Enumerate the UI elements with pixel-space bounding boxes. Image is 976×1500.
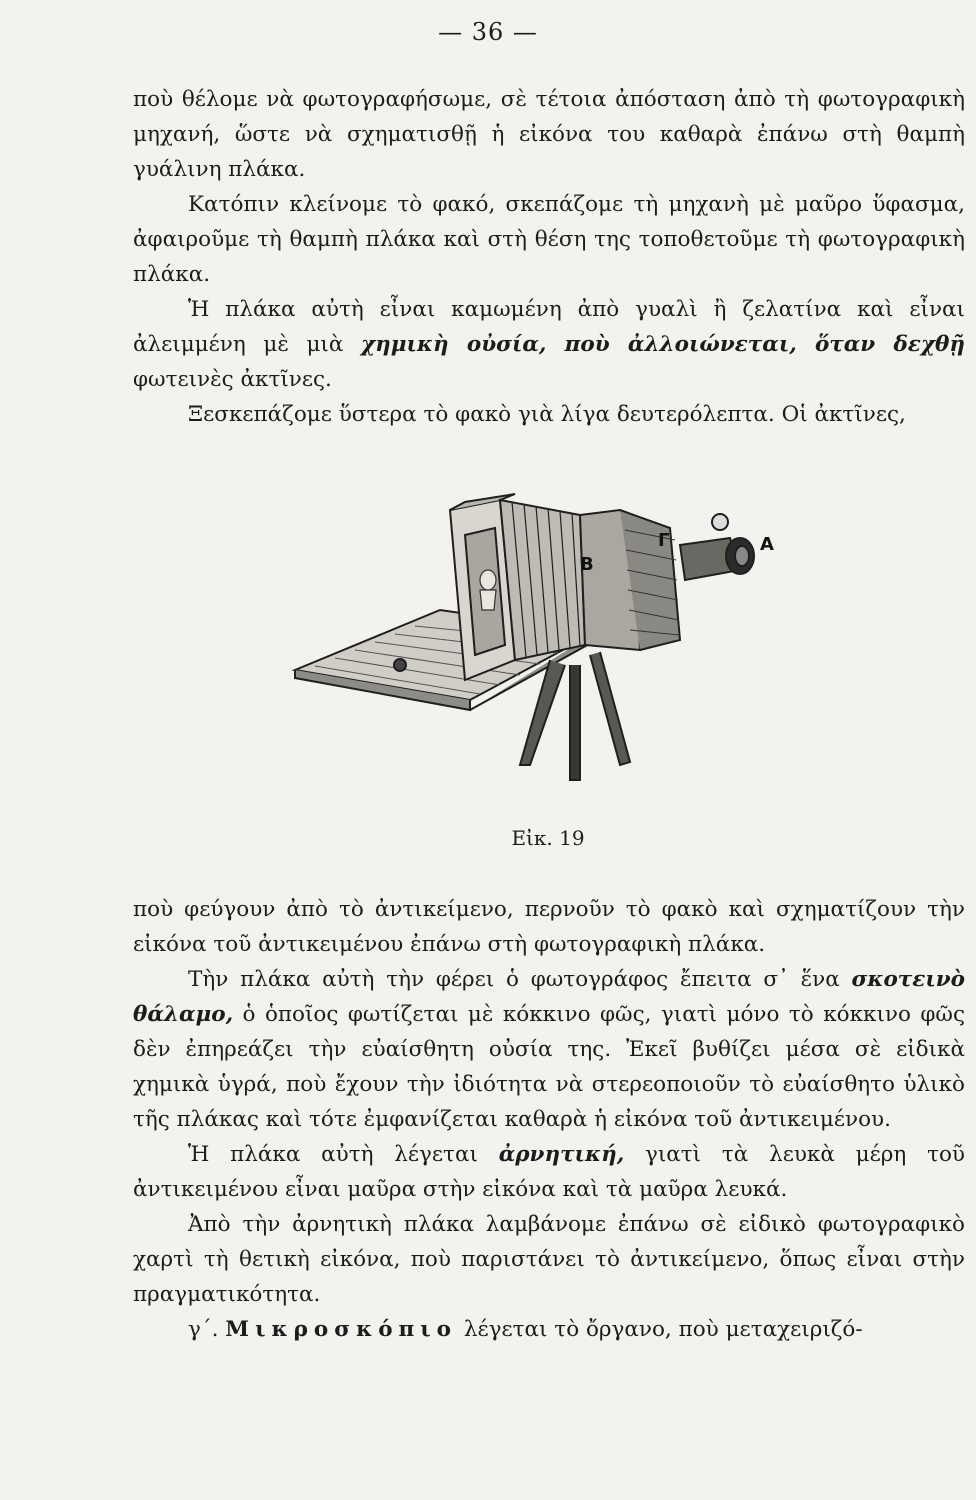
page-number: — 36 —	[438, 18, 538, 46]
paragraph: Κατόπιν κλείνομε τὸ φακό, σκεπάζομε τὴ μηχανὴ μὲ μαῦρο ὕφασμα, ἀφαιροῦμε τὴ θαμπὴ πλάκα καὶ στὴ θέση της τοποθετοῦμε τὴ φωτογραφικὴ πλάκα.	[133, 192, 965, 287]
emphasized-term: σκοτεινὸ θάλαμο,	[133, 967, 965, 1027]
paragraph: ποὺ φεύγουν ἀπὸ τὸ ἀντικείμενο, περνοῦν τὸ φακὸ καὶ σχηματίζουν τὴν εἰκόνα τοῦ ἀντικειμένου ἐπάνω στὴ φωτογραφικὴ πλάκα.	[133, 897, 965, 957]
text-block-top	[133, 82, 965, 432]
paragraph-text: ὁ ὁποῖος φωτίζεται μὲ κόκκινο φῶς, γιατὶ μόνο τὸ κόκκινο φῶς δὲν ἐπηρεάζει τὴν εὐαίσθητη οὐσία της. Ἐκεῖ βυθίζει μέσα σὲ εἰδικὰ χημικὰ ὑγρά, ποὺ ἔχουν τὴν ἰδιότητα νὰ στερεοποιοῦν τὸ εὐαίσθητο ὑλικὸ τῆς πλάκας καὶ τότε ἐμφανίζεται καθαρὰ ἡ εἰκόνα τοῦ ἀντικειμένου.	[133, 1002, 965, 1132]
paragraph-text: φωτεινὲς ἀκτῖνες.	[133, 367, 332, 392]
camera-illustration	[290, 480, 790, 800]
paragraph-text: Τὴν πλάκα αὐτὴ τὴν φέρει ὁ φωτογράφος ἔπειτα σ᾽ ἕνα	[188, 967, 852, 992]
paragraph-text: γ΄.	[188, 1317, 226, 1342]
figure-label-b: Β	[580, 554, 594, 575]
paragraph	[133, 1312, 965, 1347]
emphasized-term: ἀρνητική,	[498, 1142, 625, 1167]
figure-label-a: Α	[760, 534, 774, 555]
paragraph-text: Ἡ πλάκα αὐτὴ εἶναι καμωμένη ἀπὸ γυαλὶ ἢ ζελατίνα καὶ εἶναι ἀλειμμένη μὲ μιὰ	[133, 297, 965, 357]
paragraph	[133, 962, 965, 1137]
emphasized-term: χημικὴ οὐσία, ποὺ ἀλλοιώνεται, ὅταν δεχθῇ	[360, 332, 965, 357]
spaced-term: Μικροσκόπιο	[225, 1317, 458, 1342]
paragraph-text: Ἡ πλάκα αὐτὴ λέγεται	[188, 1142, 499, 1167]
paragraph	[133, 1137, 965, 1207]
paragraph	[133, 292, 965, 397]
figure-caption: Εἰκ. 19	[511, 826, 585, 850]
paragraph: Ξεσκεπάζομε ὕστερα τὸ φακὸ γιὰ λίγα δευτερόλεπτα. Οἱ ἀκτῖνες,	[188, 402, 906, 427]
text-block-bottom	[133, 892, 965, 1347]
figure-label-g: Γ	[658, 530, 670, 551]
paragraph: Ἀπὸ τὴν ἀρνητικὴ πλάκα λαμβάνομε ἐπάνω σὲ εἰδικὸ φωτογραφικὸ χαρτὶ τὴ θετικὴ εἰκόνα, ποὺ παριστάνει τὸ ἀντικείμενο, ὅπως εἶναι στὴν πραγματικότητα.	[133, 1212, 965, 1307]
paragraph-text: λέγεται τὸ ὄργανο, ποὺ μεταχειριζό-	[457, 1317, 863, 1342]
camera-drawing	[290, 480, 790, 800]
paragraph-text: γιατὶ τὰ λευκὰ μέρη τοῦ ἀντικειμένου εἶναι μαῦρα στὴν εἰκόνα καὶ τὰ μαῦρα λευκά.	[133, 1142, 965, 1202]
paragraph: ποὺ θέλομε νὰ φωτογραφήσωμε, σὲ τέτοια ἀπόσταση ἀπὸ τὴ φωτογραφικὴ μηχανή, ὥστε νὰ σχηματισθῇ ἡ εἰκόνα του καθαρὰ ἐπάνω στὴ θαμπὴ γυάλινη πλάκα.	[133, 87, 965, 182]
